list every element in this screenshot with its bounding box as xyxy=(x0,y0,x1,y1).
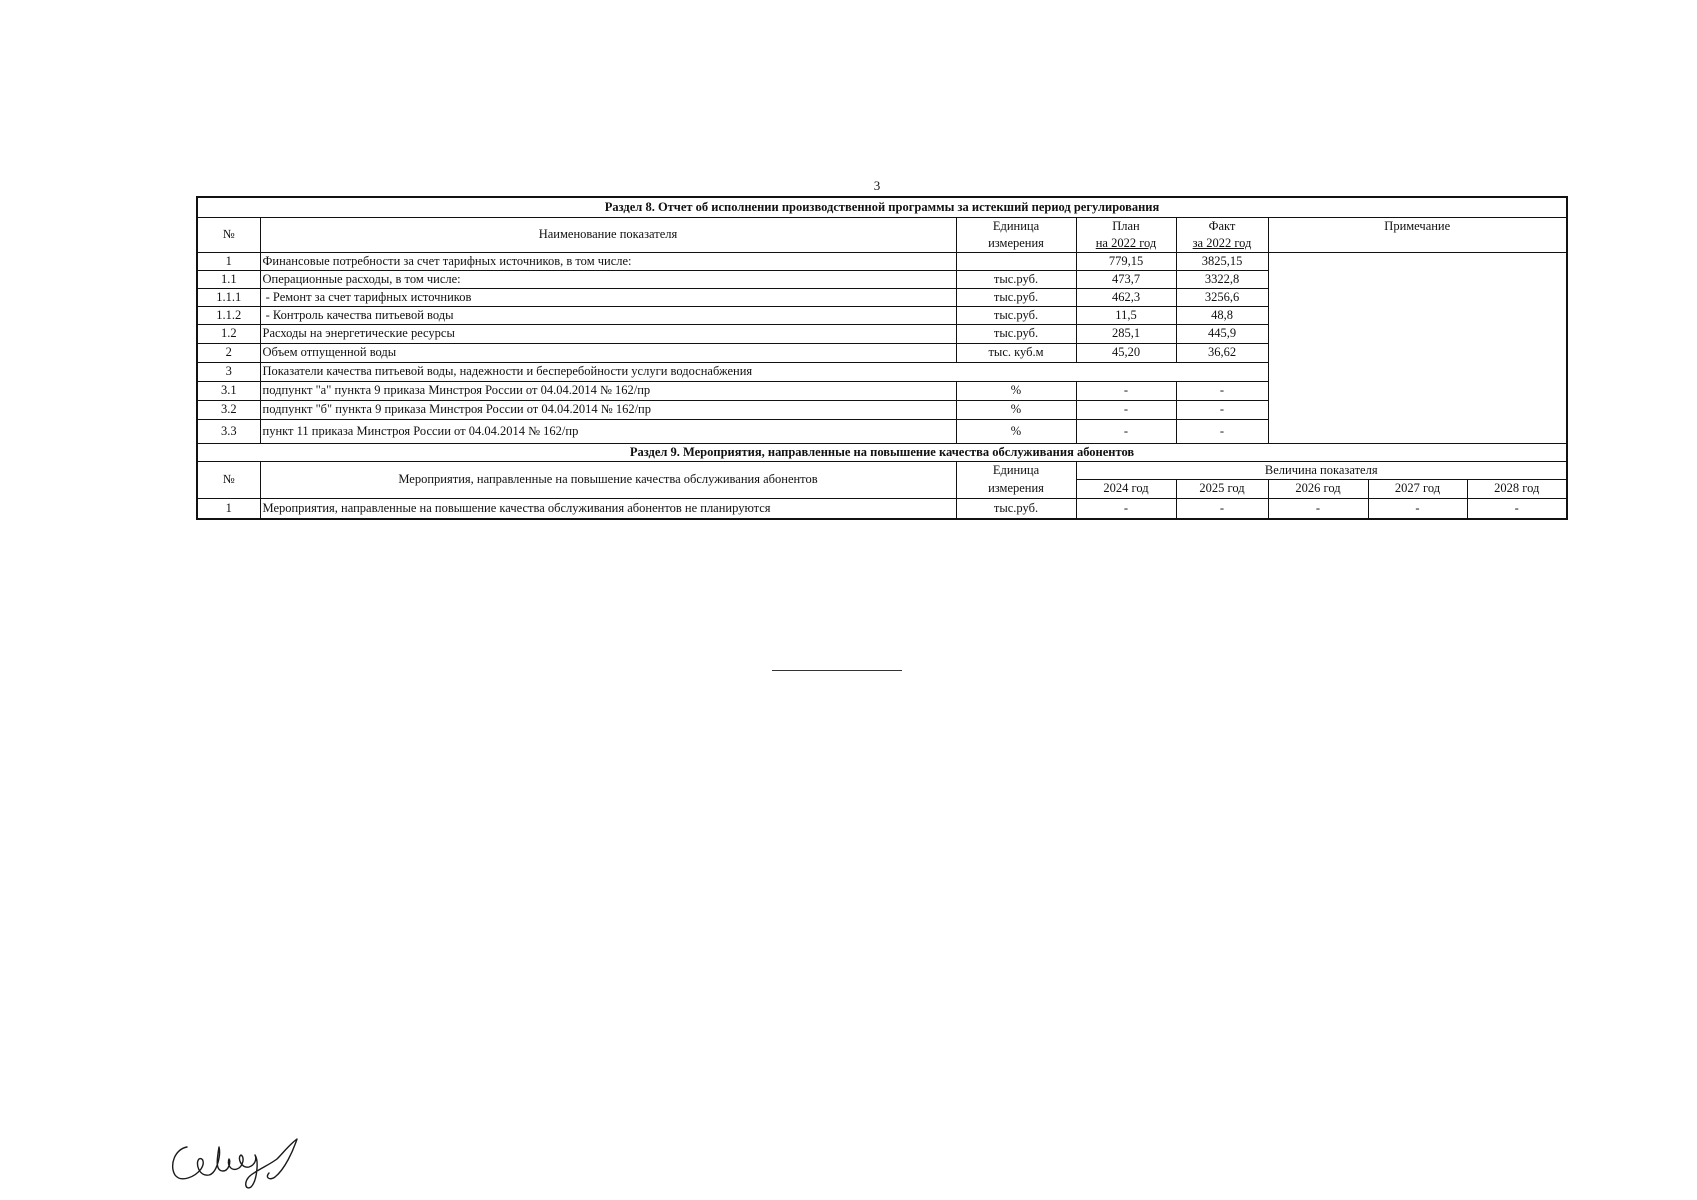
row-fact: 3825,15 xyxy=(1176,252,1268,270)
row-name: Показатели качества питьевой воды, надежности и бесперебойности услуги водоснабжения xyxy=(260,362,1268,381)
section9-title: Раздел 9. Мероприятия, направленные на повышение качества обслуживания абонентов xyxy=(197,443,1567,461)
row-name: подпункт "а" пункта 9 приказа Минстроя России от 04.04.2014 № 162/пр xyxy=(260,381,956,400)
row-num: 1.2 xyxy=(197,324,260,343)
row-plan: 11,5 xyxy=(1076,306,1176,324)
header-note: Примечание xyxy=(1268,217,1567,252)
signature xyxy=(165,1125,315,1195)
row-num: 3.1 xyxy=(197,381,260,400)
header-fact xyxy=(1176,217,1268,252)
s9-header-num: № xyxy=(197,461,260,498)
row-unit: тыс.руб. xyxy=(956,270,1076,288)
s9-header-unit-line2: измерения xyxy=(956,479,1076,498)
s9-row-value-2025: - xyxy=(1176,498,1268,519)
row-plan: 473,7 xyxy=(1076,270,1176,288)
row-unit: тыс.руб. xyxy=(956,306,1076,324)
section8-title: Раздел 8. Отчет об исполнении производственной программы за истекший период регулирования xyxy=(197,197,1567,217)
row-num: 1.1.1 xyxy=(197,288,260,306)
s9-row-num: 1 xyxy=(197,498,260,519)
row-num: 3 xyxy=(197,362,260,381)
row-name: подпункт "б" пункта 9 приказа Минстроя России от 04.04.2014 № 162/пр xyxy=(260,400,956,419)
s9-row-unit: тыс.руб. xyxy=(956,498,1076,519)
header-plan xyxy=(1076,217,1176,252)
row-fact: 36,62 xyxy=(1176,343,1268,362)
row-fact: - xyxy=(1176,400,1268,419)
row-unit: тыс. куб.м xyxy=(956,343,1076,362)
row-num: 3.3 xyxy=(197,419,260,443)
row-plan: - xyxy=(1076,419,1176,443)
s9-header-value: Величина показателя xyxy=(1076,461,1567,479)
header-fact-line1: Факт xyxy=(1208,218,1236,233)
header-plan-line1: План xyxy=(1112,218,1140,233)
table-row xyxy=(197,252,1567,270)
row-name: Финансовые потребности за счет тарифных источников, в том числе: xyxy=(260,252,956,270)
header-fact-line2: за 2022 год xyxy=(1192,235,1252,250)
header-unit-line2: измерения xyxy=(988,235,1044,250)
s9-row-value-2028: - xyxy=(1467,498,1567,519)
row-name: - Ремонт за счет тарифных источников xyxy=(260,288,956,306)
row-fact: 3322,8 xyxy=(1176,270,1268,288)
row-plan: 285,1 xyxy=(1076,324,1176,343)
s9-year-2024: 2024 год xyxy=(1076,479,1176,498)
section8-header-row xyxy=(197,217,1567,252)
row-plan: 462,3 xyxy=(1076,288,1176,306)
header-num: № xyxy=(197,217,260,252)
row-num: 1 xyxy=(197,252,260,270)
s9-year-2028: 2028 год xyxy=(1467,479,1567,498)
row-plan: 45,20 xyxy=(1076,343,1176,362)
row-unit: тыс.руб. xyxy=(956,288,1076,306)
section8-title-row xyxy=(197,197,1567,217)
row-num: 3.2 xyxy=(197,400,260,419)
row-num: 1.1 xyxy=(197,270,260,288)
row-unit: тыс.руб. xyxy=(956,324,1076,343)
row-fact: 445,9 xyxy=(1176,324,1268,343)
row-fact: 48,8 xyxy=(1176,306,1268,324)
s9-year-2025: 2025 год xyxy=(1176,479,1268,498)
separator-line xyxy=(772,670,902,671)
report-table xyxy=(196,196,1568,520)
row-fact: 3256,6 xyxy=(1176,288,1268,306)
row-num: 1.1.2 xyxy=(197,306,260,324)
row-name: Объем отпущенной воды xyxy=(260,343,956,362)
row-name: Расходы на энергетические ресурсы xyxy=(260,324,956,343)
s9-row-value-2026: - xyxy=(1268,498,1368,519)
row-name: Операционные расходы, в том числе: xyxy=(260,270,956,288)
row-plan: - xyxy=(1076,400,1176,419)
header-unit xyxy=(956,217,1076,252)
row-unit: % xyxy=(956,381,1076,400)
row-name: пункт 11 приказа Минстроя России от 04.04.2014 № 162/пр xyxy=(260,419,956,443)
s9-row-name: Мероприятия, направленные на повышение качества обслуживания абонентов не планируются xyxy=(260,498,956,519)
row-num: 2 xyxy=(197,343,260,362)
s9-year-2027: 2027 год xyxy=(1368,479,1467,498)
row-fact: - xyxy=(1176,381,1268,400)
header-unit-line1: Единица xyxy=(992,218,1040,233)
row-plan: 779,15 xyxy=(1076,252,1176,270)
s9-row-value-2024: - xyxy=(1076,498,1176,519)
s9-header-unit-line1: Единица xyxy=(956,461,1076,479)
page-number: 3 xyxy=(873,178,881,193)
row-unit: % xyxy=(956,419,1076,443)
row-unit: % xyxy=(956,400,1076,419)
row-fact: - xyxy=(1176,419,1268,443)
section9-header-row xyxy=(197,461,1567,479)
s9-year-2026: 2026 год xyxy=(1268,479,1368,498)
section9-title-row xyxy=(197,443,1567,461)
s9-header-name: Мероприятия, направленные на повышение качества обслуживания абонентов xyxy=(260,461,956,498)
table-row xyxy=(197,498,1567,519)
header-plan-line2: на 2022 год xyxy=(1095,235,1157,250)
row-plan: - xyxy=(1076,381,1176,400)
s9-row-value-2027: - xyxy=(1368,498,1467,519)
row-unit xyxy=(956,252,1076,270)
header-name: Наименование показателя xyxy=(260,217,956,252)
row-name: - Контроль качества питьевой воды xyxy=(260,306,956,324)
note-cell xyxy=(1268,252,1567,443)
